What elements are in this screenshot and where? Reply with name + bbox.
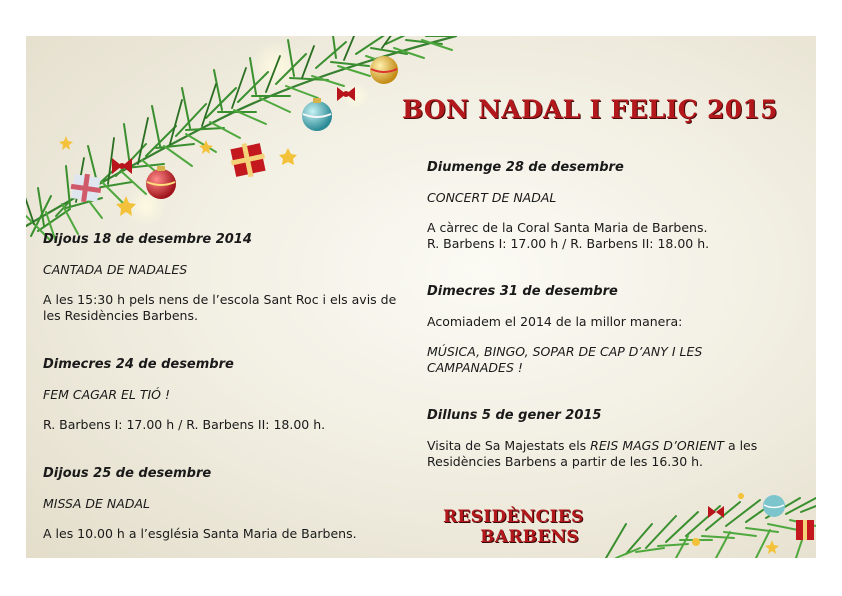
event-card — [43, 232, 403, 324]
event-title: MISSA DE NADAL — [43, 496, 150, 511]
event-date: Dimecres 31 de desembre — [427, 284, 618, 299]
event-description: A les 10.00 h a l’església Santa Maria de Barbens. — [43, 526, 357, 541]
event-description-text: Visita de Sa Majestats els — [427, 438, 591, 453]
event-emphasis: REIS MAGS D’ORIENT — [590, 438, 724, 453]
event-date: Diumenge 28 de desembre — [427, 160, 624, 175]
event-description-text: a les Residències Barbens a partir de les 16.30 h. — [427, 438, 758, 469]
page-title: BON NADAL I FELIÇ 2015 — [402, 95, 778, 124]
event-date: Dilluns 5 de gener 2015 — [427, 408, 602, 423]
pine-garland-icon — [26, 36, 456, 236]
event-description-line: R. Barbens I: 17.00 h / R. Barbens II: 18.00 h. — [427, 236, 710, 251]
event-title: CANTADA DE NADALES — [43, 262, 188, 277]
event-title: CONCERT DE NADAL — [427, 190, 557, 205]
event-date: Dijous 25 de desembre — [43, 466, 212, 481]
residencies-logo — [443, 507, 584, 547]
event-description: A les 15:30 h pels nens de l’escola Sant Roc i els avis de les Residències Barbens. — [43, 292, 397, 323]
event-card — [427, 408, 787, 470]
ornament-ball-icon — [146, 166, 176, 199]
event-card — [427, 160, 797, 252]
event-date: Dimecres 24 de desembre — [43, 357, 234, 372]
pine-garland-corner-icon — [576, 468, 816, 558]
event-card — [427, 284, 797, 376]
event-card — [43, 357, 403, 433]
event-description-line: A càrrec de la Coral Santa Maria de Barbens. — [427, 220, 708, 235]
gift-box-icon — [230, 143, 265, 177]
event-description — [427, 438, 787, 470]
event-card — [43, 466, 403, 542]
event-description: Acomiadem el 2014 de la millor manera: — [427, 314, 683, 329]
logo-line: BARBENS — [480, 527, 579, 547]
event-date: Dijous 18 de desembre 2014 — [43, 232, 252, 247]
event-title: FEM CAGAR EL TIÓ ! — [43, 387, 171, 402]
logo-line: RESIDÈNCIES — [443, 507, 584, 527]
event-highlight: MÚSICA, BINGO, SOPAR DE CAP D’ANY I LES CAMPANADES ! — [427, 344, 703, 375]
event-description: R. Barbens I: 17.00 h / R. Barbens II: 18.00 h. — [43, 417, 326, 432]
event-description — [427, 220, 797, 252]
